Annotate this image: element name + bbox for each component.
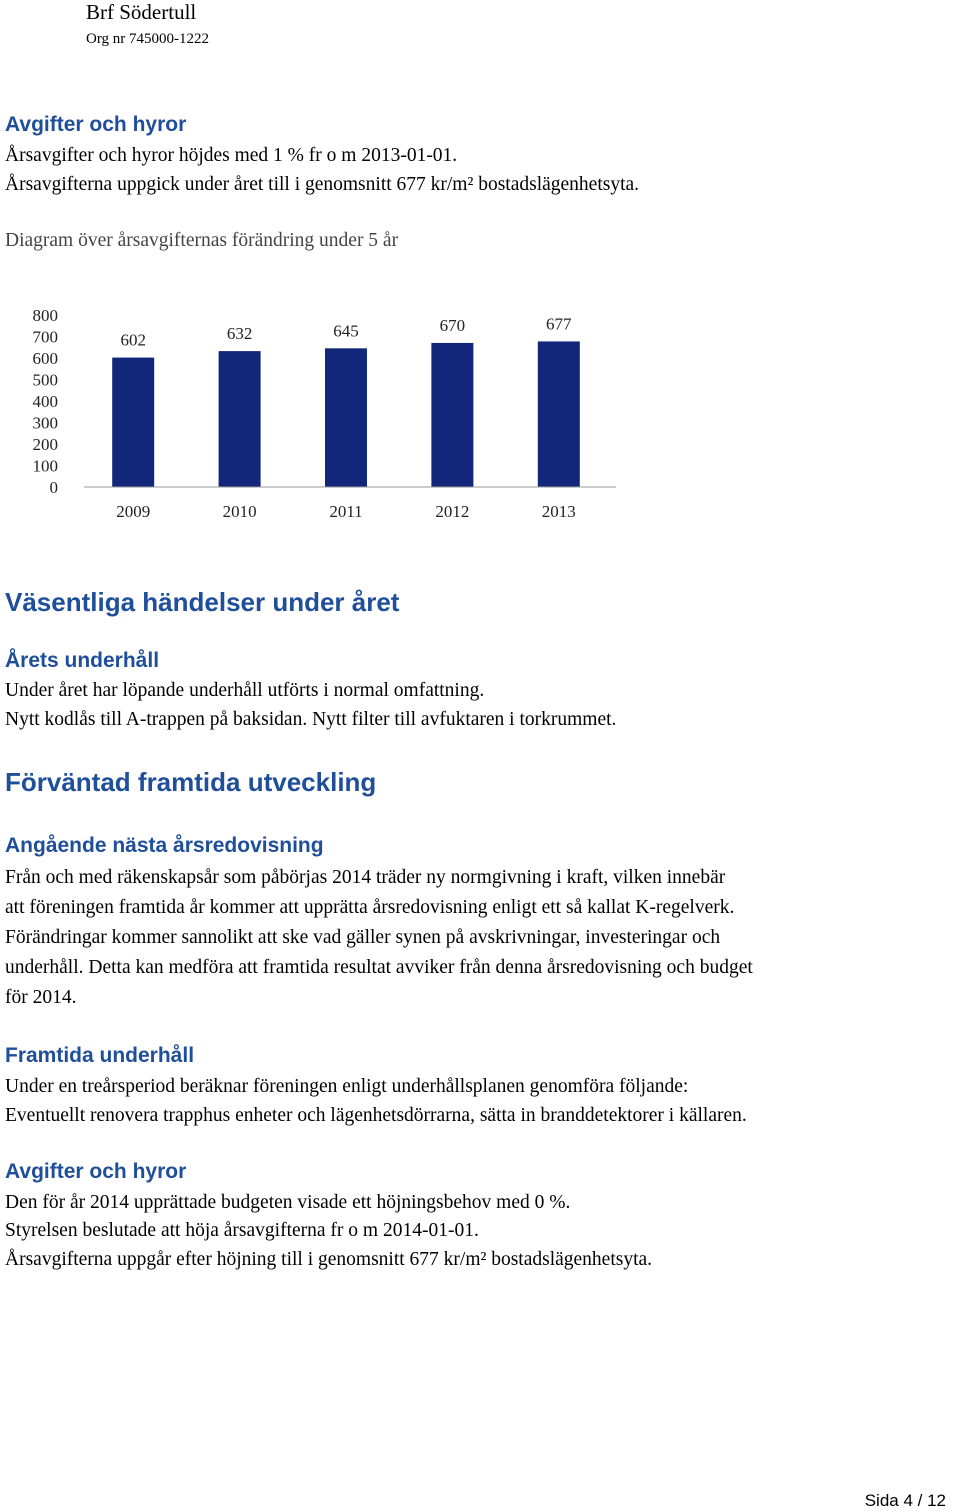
sub-heading-maintenance: Årets underhåll — [5, 649, 160, 672]
paragraph-line: Från och med räkenskapsår som påbörjas 2014 träder ny normgivning i kraft, vilken innebär — [5, 867, 726, 888]
section-heading-fees-2014: Avgifter och hyror — [5, 1160, 187, 1183]
paragraph-line: Eventuellt renovera trapphus enheter och lägenhetsdörrarna, sätta in branddetektorer i källaren. — [5, 1105, 747, 1126]
y-tick-label: 500 — [32, 370, 58, 390]
value-labels — [120, 314, 572, 349]
section-heading-events: Väsentliga händelser under året — [5, 587, 400, 617]
sub-heading-next-report: Angående nästa årsredovisning — [5, 834, 324, 857]
paragraph-line: Årsavgifter och hyror höjdes med 1 % fr o m 2013-01-01. — [5, 145, 458, 166]
fee-bar-chart — [0, 290, 640, 540]
x-tick-label: 2010 — [222, 502, 257, 521]
bar-2011 — [325, 348, 367, 487]
paragraph-line: Under året har löpande underhåll utförts i normal omfattning. — [5, 680, 485, 701]
bar-2010 — [219, 351, 261, 487]
x-tick-label: 2011 — [329, 502, 363, 521]
y-tick-label: 600 — [32, 349, 58, 368]
paragraph-line: Nytt kodlås till A-trappen på baksidan. Nytt filter till avfuktaren i torkrummet. — [5, 709, 617, 730]
y-tick-label: 200 — [32, 435, 58, 454]
paragraph-line: för 2014. — [5, 987, 77, 1008]
y-tick-label: 100 — [32, 456, 58, 476]
paragraph-line: underhåll. Detta kan medföra att framtida resultat avviker från denna årsredovisning och budget — [5, 957, 753, 978]
x-axis-ticks — [116, 502, 576, 521]
paragraph-line: Årsavgifterna uppgår efter höjning till i genomsnitt 677 kr/m² bostadslägenhetsyta. — [5, 1249, 653, 1270]
paragraph-line: att föreningen framtida år kommer att upprätta årsredovisning enligt ett så kallat K-regelverk. — [5, 897, 735, 918]
paragraph-line: Styrelsen beslutade att höja årsavgifterna fr o m 2014-01-01. — [5, 1220, 479, 1241]
y-tick-label: 300 — [32, 413, 58, 433]
bar-value-label: 645 — [333, 321, 359, 341]
bar-value-label: 677 — [546, 314, 572, 334]
bar-value-label: 602 — [120, 330, 146, 350]
y-tick-label: 800 — [32, 306, 58, 325]
x-tick-label: 2012 — [435, 502, 470, 521]
y-axis-ticks — [33, 306, 59, 497]
y-tick-label: 700 — [32, 327, 58, 347]
bar-2009 — [112, 358, 154, 487]
section-heading-fees: Avgifter och hyror — [5, 113, 187, 136]
page-number: Sida 4 / 12 — [864, 1491, 946, 1510]
paragraph-line: Den för år 2014 upprättade budgeten visade ett höjningsbehov med 0 %. — [5, 1192, 571, 1213]
paragraph-line: Under en treårsperiod beräknar föreningen enligt underhållsplanen genomföra följande: — [5, 1076, 689, 1097]
paragraph-line: Förändringar kommer sannolikt att ske vad gäller synen på avskrivningar, investeringar och — [5, 927, 721, 948]
bars — [112, 341, 580, 487]
x-tick-label: 2013 — [541, 502, 576, 521]
organization-number: Org nr 745000-1222 — [86, 31, 210, 47]
bar-2013 — [538, 341, 580, 487]
bar-value-label: 670 — [439, 315, 466, 335]
paragraph-line: Årsavgifterna uppgick under året till i genomsnitt 677 kr/m² bostadslägenhetsyta. — [5, 174, 640, 195]
y-tick-label: 400 — [32, 392, 58, 411]
section-heading-future: Förväntad framtida utveckling — [5, 767, 377, 797]
y-tick-label: 0 — [49, 478, 58, 497]
x-tick-label: 2009 — [116, 502, 151, 521]
bar-2012 — [431, 343, 473, 487]
organization-name: Brf Södertull — [86, 0, 197, 24]
section-heading-future-maintenance: Framtida underhåll — [5, 1044, 195, 1067]
bar-value-label: 632 — [226, 324, 253, 344]
chart-caption: Diagram över årsavgifternas förändring under 5 år — [5, 230, 399, 251]
